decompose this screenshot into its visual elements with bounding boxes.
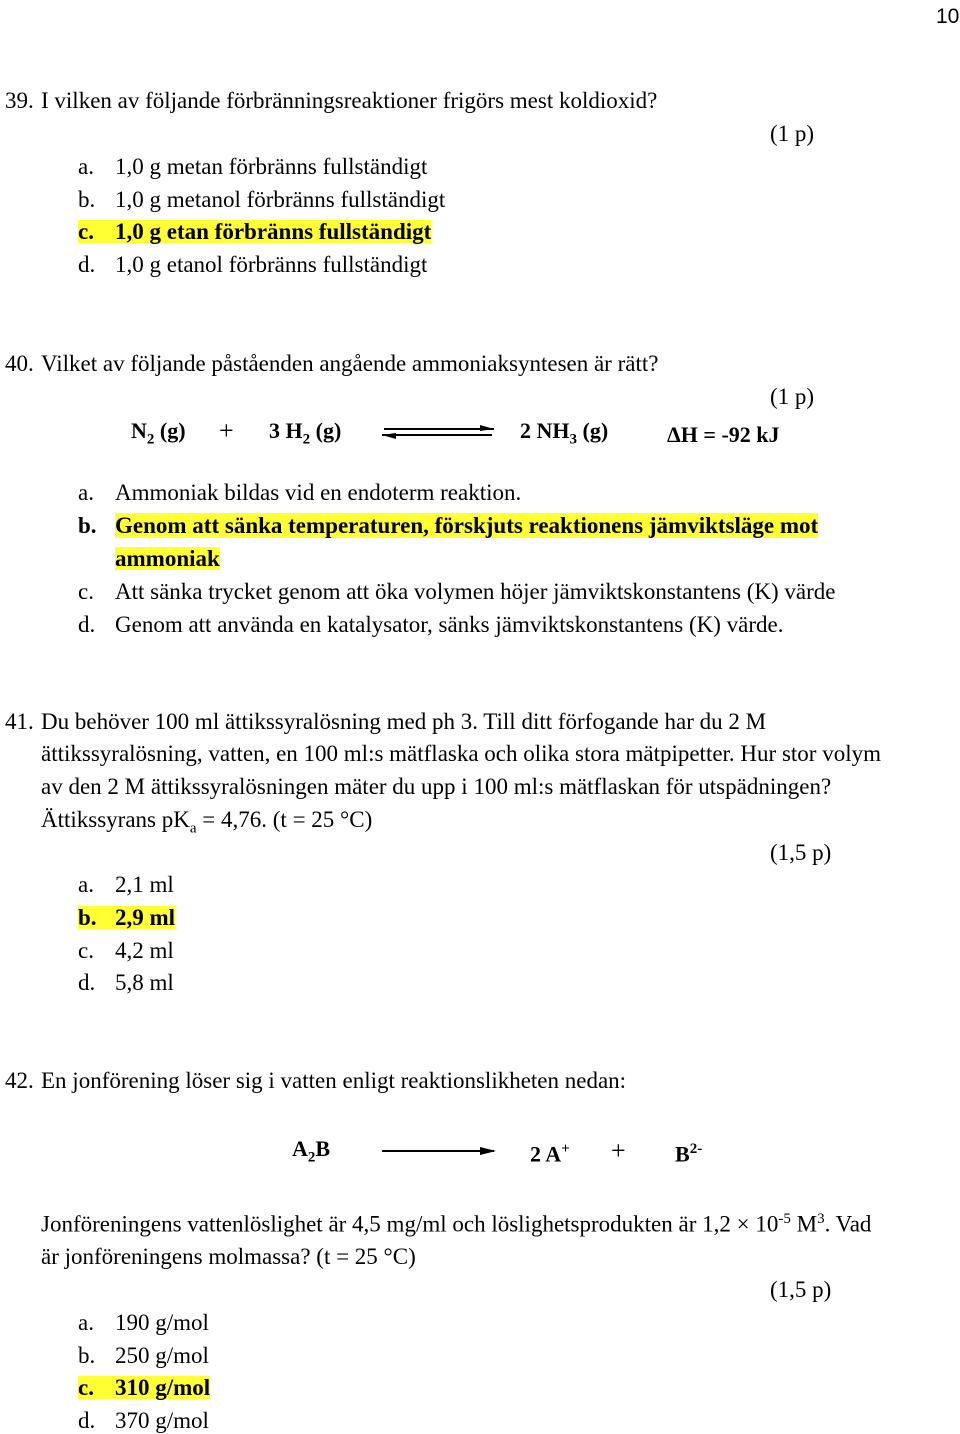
option-text: 1,0 g metanol förbränns fullständigt [115,187,446,212]
q39-points: (1 p) [770,121,815,146]
option-text: 4,2 ml [115,938,174,963]
option-text: 1,0 g etan förbränns fullständigt [115,219,432,244]
q39-option-a[interactable] [78,155,427,178]
q42-line2: är jonföreningens molmassa? (t = 25 °C) [41,1244,416,1269]
q40-option-b-correct[interactable] [78,514,818,537]
option-text: 370 g/mol [115,1408,209,1433]
q42-option-c-correct[interactable] [78,1376,210,1399]
q40-number: 40. [5,351,34,376]
q42-option-d[interactable] [78,1409,209,1432]
q40-equation-enthalpy: ΔH = -92 kJ [667,422,780,447]
q42-equation-plus: + [611,1136,626,1165]
page-number: 10 [936,5,960,28]
q39-option-d[interactable] [78,253,427,276]
q41-number: 41. [5,709,34,734]
option-text: Att sänka trycket genom att öka volymen höjer jämviktskonstantens (K) värde [115,579,836,604]
q40-equation-reactant1: $N_2$ (g) [131,418,186,448]
option-text: 1,0 g etanol förbränns fullständigt [115,252,428,277]
option-letter: a. [78,1310,94,1335]
q42-points: (1,5 p) [770,1277,832,1302]
q41-line3: av den 2 M ättikssyralösningen mäter du upp i 100 ml:s mätflaskan för utspädningen? [41,774,832,799]
q41-line2: ättikssyralösning, vatten, en 100 ml:s mätflaska och olika stora mätpipetter. Hur stor volym [41,741,881,766]
q42-equation-product2: $B^{2-}$ [675,1141,703,1167]
q42-option-b[interactable] [78,1344,209,1367]
q40-option-b-text-cont: ammoniak [115,546,220,571]
option-letter: a. [78,872,94,897]
option-text: 250 g/mol [115,1343,209,1368]
option-text: Genom att använda en katalysator, sänks jämviktskonstantens (K) värde. [115,612,784,637]
option-letter: c. [78,1375,94,1400]
q40-option-a[interactable] [78,481,521,504]
option-letter: b. [78,905,97,930]
option-letter: a. [78,480,94,505]
q41-option-b-correct[interactable] [78,906,175,929]
q39-number: 39. [5,88,34,113]
option-letter: c. [78,579,94,604]
q40-equation-plus: + [219,416,234,445]
q41-line4: Ättikssyrans $pK_a = 4,76$. (t = 25 °C) [41,807,373,837]
q42-line1: Jonföreningens vattenlöslighet är 4,5 mg/ml och löslighetsprodukten är $1,2 \times 10^{-5}$ $M^3$. Vad [41,1211,872,1237]
q42-text: En jonförening löser sig i vatten enligt reaktionslikheten nedan: [41,1068,627,1093]
option-letter: b. [78,187,96,212]
q41-option-c[interactable] [78,939,174,962]
option-text: Genom att sänka temperaturen, förskjuts reaktionens jämviktsläge mot [115,513,819,538]
option-letter: b. [78,513,97,538]
q40-option-c[interactable] [78,580,835,603]
q39-option-b[interactable] [78,188,445,211]
option-letter: d. [78,1408,96,1433]
option-text: 5,8 ml [115,970,174,995]
option-text: 2,1 ml [115,872,174,897]
option-letter: b. [78,1343,96,1368]
q40-text: Vilket av följande påståenden angående ammoniaksyntesen är rätt? [41,351,659,376]
q42-option-a[interactable] [78,1311,209,1334]
q42-equation-reactant: $A_2B$ [292,1136,331,1166]
option-letter: c. [78,938,94,963]
q40-points: (1 p) [770,384,815,409]
q40-equation-product: 2 $NH_3$ (g) [520,418,609,448]
option-letter: d. [78,252,96,277]
q42-number: 42. [5,1068,34,1093]
q40-option-d[interactable] [78,613,783,636]
equilibrium-arrow-icon [380,424,496,440]
option-text: 1,0 g metan förbränns fullständigt [115,154,428,179]
option-text: Ammoniak bildas vid en endoterm reaktion. [115,480,522,505]
option-text: 310 g/mol [115,1375,211,1400]
option-letter: d. [78,970,96,995]
q41-line1: Du behöver 100 ml ättikssyralösning med ph 3. Till ditt förfogande har du 2 M [41,709,767,734]
q42-equation-product1: 2 A+ [530,1141,570,1167]
option-text: 190 g/mol [115,1310,209,1335]
option-letter: a. [78,154,94,179]
q41-option-d[interactable] [78,971,174,994]
option-letter: d. [78,612,96,637]
q41-points: (1,5 p) [770,840,832,865]
option-text: 2,9 ml [115,905,176,930]
q39-option-c-correct[interactable] [78,220,431,243]
option-letter: c. [78,219,94,244]
reaction-arrow-icon [382,1146,498,1156]
q40-equation-reactant2: 3 $H_2$ (g) [269,418,342,448]
q39-text: I vilken av följande förbränningsreaktioner frigörs mest koldioxid? [41,88,658,113]
q41-option-a[interactable] [78,873,174,896]
